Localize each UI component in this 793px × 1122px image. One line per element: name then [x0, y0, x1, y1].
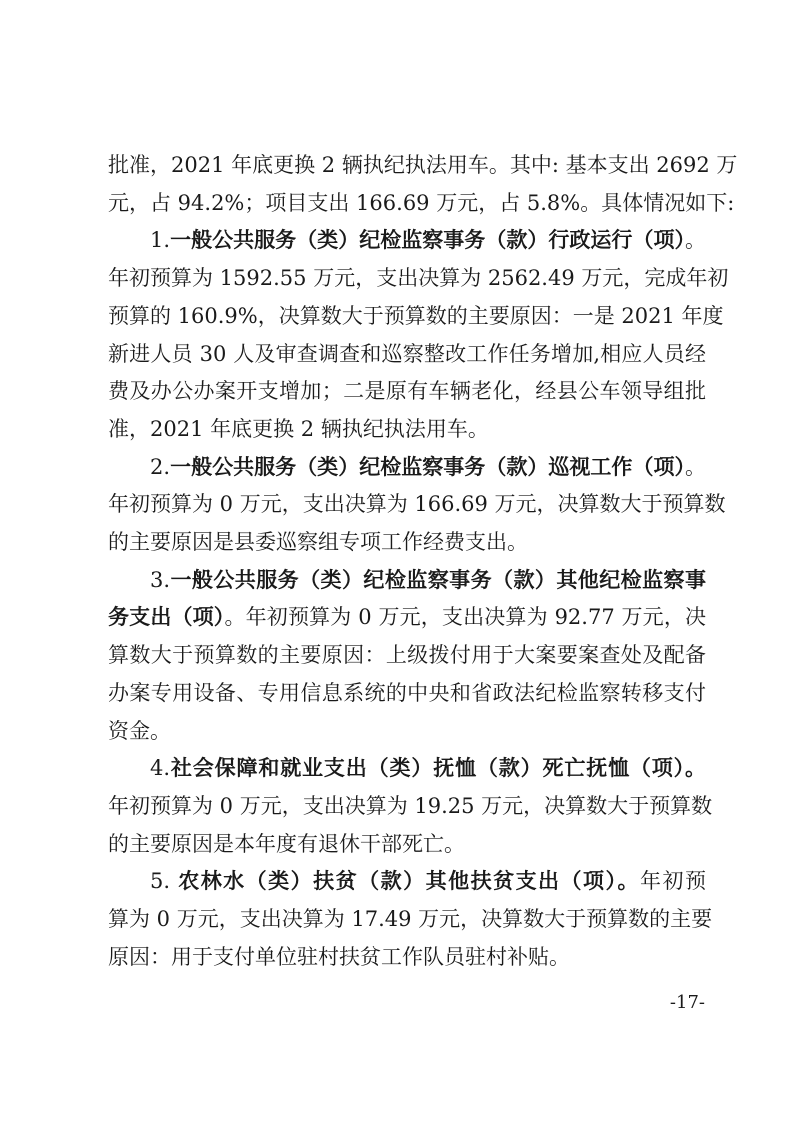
- bold-heading-text: 一般公共服务（类）纪检监察事务（款）行政运行（项）: [170, 228, 685, 253]
- section-heading-line: [108, 567, 706, 593]
- text-segment: 元，占 94.2%；项目支出 166.69 万元，占 5.8%。具体情况如下:: [108, 190, 735, 215]
- text-segment: 年初预算为 0 万元，支出决算为 19.25 万元，决算数大于预算数: [108, 793, 713, 818]
- text-segment: 。: [685, 454, 706, 479]
- body-text-line: [108, 906, 713, 932]
- bold-heading-text: 一般公共服务（类）纪检监察事务（款）其他纪检监察事: [170, 567, 706, 592]
- section-heading-line: [108, 868, 706, 894]
- body-text-line: [108, 303, 724, 329]
- body-text-line: [108, 491, 726, 517]
- page-number: -17-: [669, 992, 705, 1013]
- text-segment: 算数大于预算数的主要原因：上级拨付用于大案要案查处及配备: [108, 643, 706, 668]
- body-text-line: [108, 265, 729, 291]
- body-text-line: [108, 529, 706, 555]
- body-text-line: [108, 341, 706, 367]
- text-segment: 。年初预算为 0 万元，支出决算为 92.77 万元，决: [224, 605, 707, 630]
- text-segment: 的主要原因是本年度有退休干部死亡。: [108, 831, 465, 856]
- section-heading-line: [108, 755, 706, 781]
- body-text-line: [108, 680, 706, 706]
- text-segment: 3.: [150, 567, 171, 592]
- text-segment: 年初预算为 1592.55 万元，支出决算为 2562.49 万元，完成年初: [108, 266, 729, 291]
- bold-heading-text: 社会保障和就业支出（类）抚恤（款）死亡抚恤（项）。: [170, 756, 706, 781]
- body-text-line: [108, 604, 706, 630]
- text-segment: 4.: [150, 756, 171, 781]
- bold-heading-text: 农林水（类）扶贫（款）其他扶贫支出（项）。: [178, 869, 641, 894]
- text-segment: 新进人员 30 人及审查调查和巡察整改工作任务增加,相应人员经: [108, 341, 706, 366]
- text-segment: 年初预: [640, 869, 706, 894]
- section-heading-line: [108, 454, 706, 480]
- body-text-line: [108, 416, 706, 442]
- text-segment: 算为 0 万元，支出决算为 17.49 万元，决算数大于预算数的主要: [108, 907, 713, 931]
- body-text-line: [108, 718, 706, 744]
- body-text-line: [108, 378, 706, 404]
- text-segment: 1.: [150, 228, 171, 253]
- bold-heading-text: 务支出（项）: [108, 605, 225, 630]
- bold-heading-text: 一般公共服务（类）纪检监察事务（款）巡视工作（项）: [170, 454, 685, 479]
- text-segment: 2.: [150, 454, 171, 479]
- text-segment: 原因：用于支付单位驻村扶贫工作队员驻村补贴。: [108, 944, 570, 969]
- body-text-line: [108, 793, 713, 819]
- text-segment: 费及办公办案开支增加；二是原有车辆老化，经县公车领导组批: [108, 379, 706, 404]
- text-segment: 。: [685, 228, 706, 253]
- body-text-line: [108, 831, 706, 857]
- body-text-line: [108, 944, 706, 970]
- text-segment: 准，2021 年底更换 2 辆执纪执法用车。: [108, 416, 489, 441]
- text-segment: 的主要原因是县委巡察组专项工作经费支出。: [108, 530, 528, 554]
- body-text-line: [108, 152, 738, 178]
- body-text-line: [108, 642, 706, 668]
- text-segment: 预算的 160.9%，决算数大于预算数的主要原因：一是 2021 年度: [108, 303, 724, 328]
- section-heading-line: [108, 227, 706, 253]
- text-segment: 资金。: [108, 718, 171, 743]
- body-text-line: [108, 190, 735, 216]
- text-segment: 办案专用设备、专用信息系统的中央和省政法纪检监察转移支付: [108, 680, 706, 705]
- text-segment: 批准，2021 年底更换 2 辆执纪执法用车。其中: 基本支出 2692 万: [108, 153, 738, 177]
- text-segment: 5.: [150, 869, 179, 894]
- text-segment: 年初预算为 0 万元，支出决算为 166.69 万元，决算数大于预算数: [108, 492, 726, 517]
